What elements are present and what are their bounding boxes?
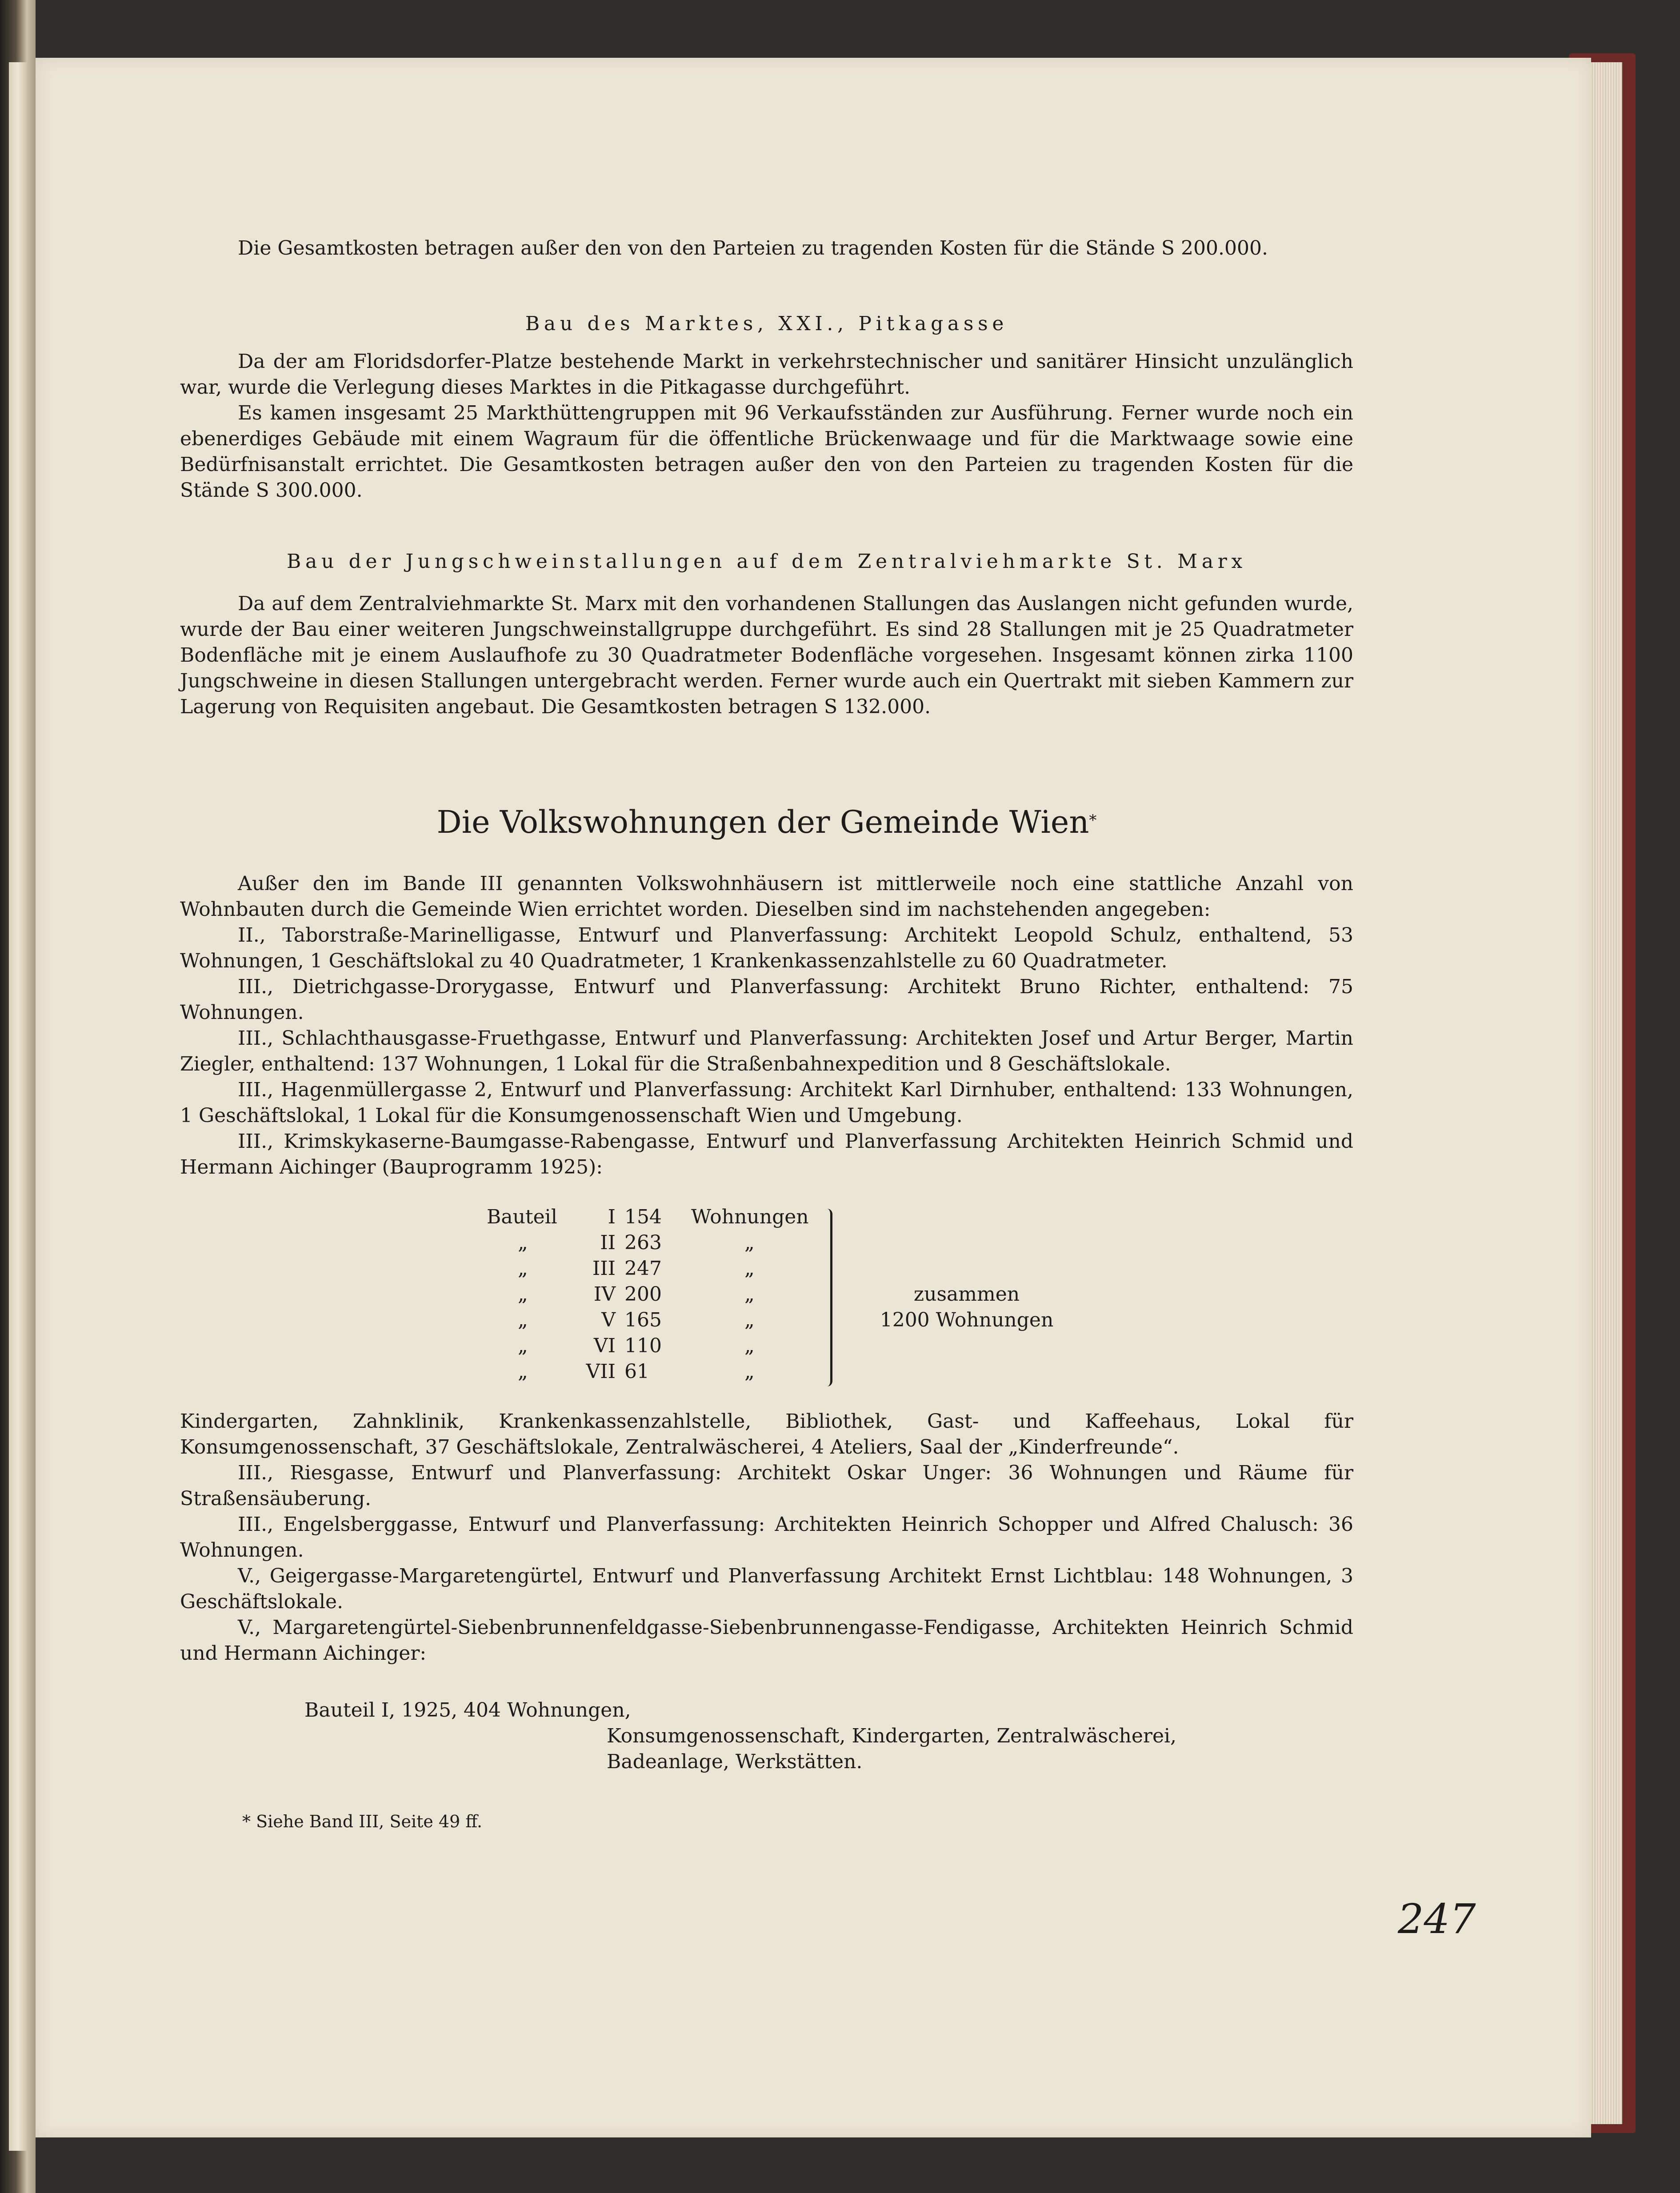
bauteil-count: 165 [624,1309,662,1331]
ditto-mark: „ [518,1231,528,1254]
paragraph-krimskykaserne: III., Krimskykaserne-Baumgasse-Rabengasse, Entwurf und Planverfassung Architekten Heinrich Schmid und Hermann Aichinger (Bauprogramm 1925): [180,1130,1353,1178]
left-page-paper [9,62,27,2151]
section-title-text: Die Volkswohnungen der Gemeinde Wien [436,804,1089,840]
paragraph-intro: Außer den im Bande III genannten Volkswohnhäusern ist mittlerweile noch eine stattliche Anzahl von Wohnbauten durch die Gemeinde Wien errichtet worden. Dieselben sind im nachstehenden angegeben: [180,872,1353,921]
bauteil-table [180,1204,1353,1391]
paragraph-schlachthausgasse: III., Schlachthausgasse-Fruethgasse, Entwurf und Planverfassung: Architekten Josef und Artur Berger, Martin Ziegler, enthaltend: 137 Wohnungen, 1 Lokal für die Straßenbahnexpedition und 8 Geschäftslokale. [180,1027,1353,1075]
footnote-marker: * [1089,811,1097,829]
bauteil-count: 110 [624,1334,662,1357]
ditto-mark: „ [744,1309,755,1331]
paragraph-hagenmuellergasse: III., Hagenmüllergasse 2, Entwurf und Planverfassung: Architekt Karl Dirnhuber, enthaltend: 133 Wohnungen, 1 Geschäftslokal, 1 Lokal für die Konsumgenossenschaft Wien und Umgebung. [180,1079,1353,1127]
sum-value: 1200 Wohnungen [880,1309,1054,1331]
paragraph-zentralviehmarkt: Da auf dem Zentralviehmarkte St. Marx mit den vorhandenen Stallungen das Auslangen nicht gefunden wurde, wurde der Bau einer weiteren Jungschweinstallgruppe durchgeführt. Es sind 28 Stallungen mit je 25 Quadratmeter Bodenfläche mit je einem Auslaufhofe zu 30 Quadratmeter Bodenfläche vorgesehen. Insgesamt können zirka 1100 Jungschweine in diesen Stallungen untergebracht werden. Ferner wurde auch ein Quertrakt mit sieben Kammern zur Lagerung von Requisiten angebaut. Die Gesamtkosten betragen S 132.000. [180,592,1353,718]
paragraph-engelsberggasse: III., Engelsberggasse, Entwurf und Planverfassung: Architekten Heinrich Schopper und Alfred Chalusch: 36 Wohnungen. [180,1513,1353,1562]
heading-jungschwein: Bau der Jungschweinstallungen auf dem Zentralviehmarkte St. Marx [287,550,1247,573]
ditto-mark: „ [518,1360,528,1383]
unit-label: Wohnungen [691,1206,809,1228]
bauteil-number: II [600,1231,616,1254]
paragraph-dietrichgasse: III., Dietrichgasse-Drorygasse, Entwurf und Planverfassung: Architekt Bruno Richter, enthaltend: 75 Wohnungen. [180,975,1353,1024]
paragraph-floridsdorf: Da der am Floridsdorfer-Platze bestehende Markt in verkehrstechnischer und sanitärer Hinsicht unzulänglich war, wurde die Verlegung dieses Marktes in die Pitkagasse durchgeführt. [180,350,1353,399]
ditto-mark: „ [744,1360,755,1383]
ditto-mark: „ [744,1283,755,1306]
ditto-mark: „ [744,1334,755,1357]
bauteil-number: V [601,1309,616,1331]
brace-bracket [822,1209,832,1386]
paragraph-costs: Die Gesamtkosten betragen außer den von den Parteien zu tragenden Kosten für die Stände S 200.000. [238,237,1268,260]
bauteil-count: 247 [624,1257,662,1280]
ditto-mark: „ [518,1283,528,1306]
section-title [180,804,1353,840]
ditto-mark: „ [518,1334,528,1357]
bauteil-number: I [608,1206,616,1228]
bauteil-count: 61 [624,1360,649,1383]
heading-pitkagasse: Bau des Marktes, XXI., Pitkagasse [525,312,1008,335]
paragraph-geigergasse: V., Geigergasse-Margaretengürtel, Entwurf und Planverfassung Architekt Ernst Lichtblau: 148 Wohnungen, 3 Geschäftslokale. [180,1565,1353,1613]
paragraph-taborstrasse: II., Taborstraße-Marinelligasse, Entwurf und Planverfassung: Architekt Leopold Schulz, enthaltend, 53 Wohnungen, 1 Geschäftslokal zu 40 Quadratmeter, 1 Krankenkassenzahlstelle zu 60 Quadratmeter. [180,924,1353,972]
book-page [36,58,1591,2137]
paragraph-markthuetten: Es kamen insgesamt 25 Markthüttengruppen mit 96 Verkaufsständen zur Ausführung. Ferner wurde noch ein ebenerdiges Gebäude mit einem Wagraum für die öffentliche Brückenwaage und für die Marktwaage sowie eine Bedürfnisanstalt errichtet. Die Gesamtkosten betragen außer den von den Parteien zu tragenden Kosten für die Stände S 300.000. [180,402,1353,502]
bauteil-count: 154 [624,1206,662,1228]
bauteil-number: IV [593,1283,616,1306]
bauteil-number: III [592,1257,616,1280]
bauteil-number: VII [586,1360,616,1383]
ditto-mark: „ [518,1257,528,1280]
sum-label: zusammen [913,1283,1020,1306]
bauteil-i-line: Bauteil I, 1925, 404 Wohnungen, [304,1699,631,1722]
ditto-mark: „ [518,1309,528,1331]
bauteil-count: 200 [624,1283,662,1306]
paragraph-margaretenguertel: V., Margaretengürtel-Siebenbrunnenfeldgasse-Siebenbrunnengasse-Fendigasse, Architekten Heinrich Schmid und Hermann Aichinger: [180,1616,1353,1665]
paragraph-riesgasse: III., Riesgasse, Entwurf und Planverfassung: Architekt Oskar Unger: 36 Wohnungen und Räume für Straßensäuberung. [180,1462,1353,1510]
page-number: 247 [1398,1895,1476,1943]
ditto-mark: „ [744,1257,755,1280]
ditto-mark: „ [744,1231,755,1254]
bauteil-i-facilities: Konsumgenossenschaft, Kindergarten, Zentralwäscherei, [607,1725,1177,1747]
bauteil-label: Bauteil [487,1206,557,1228]
bauteil-count: 263 [624,1231,662,1254]
bauteil-number: VI [593,1334,616,1357]
bauteil-i-facilities-2: Badeanlage, Werkstätten. [607,1750,863,1773]
paragraph-kindergarten: Kindergarten, Zahnklinik, Krankenkassenzahlstelle, Bibliothek, Gast- und Kaffeehaus, Lokal für Konsumgenossenschaft, 37 Geschäftslokale, Zentralwäscherei, 4 Ateliers, Saal der „Kinderfreunde“. [180,1410,1353,1458]
footnote: * Siehe Band III, Seite 49 ff. [242,1812,483,1831]
